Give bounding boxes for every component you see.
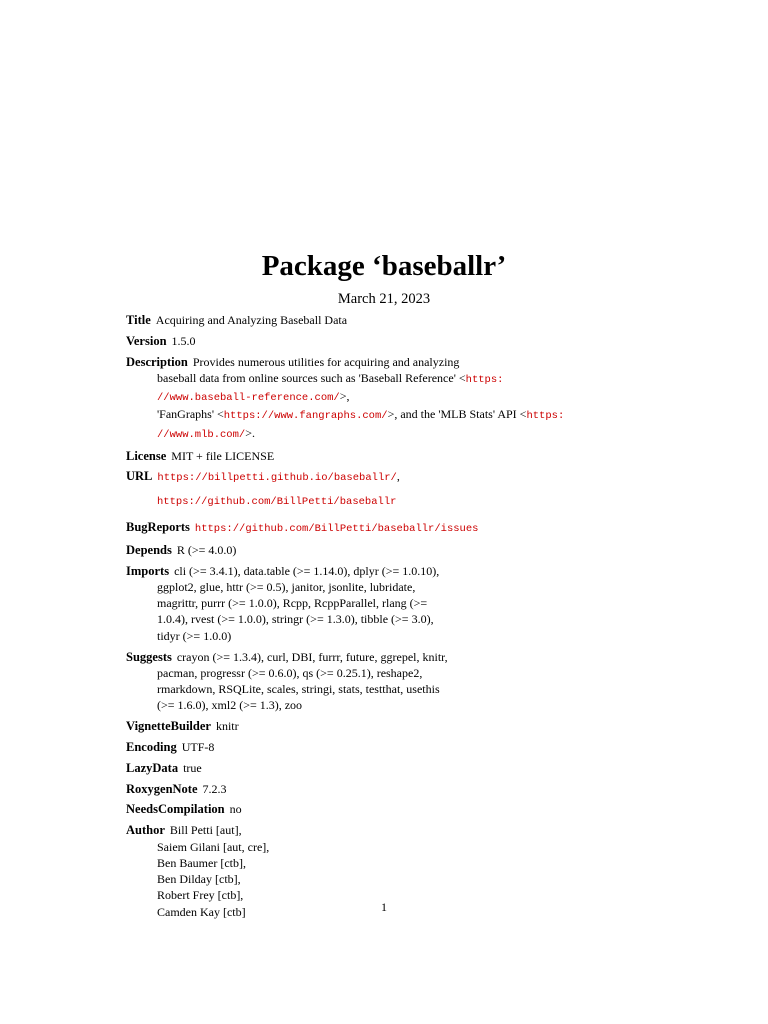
page-title: Package ‘baseballr’ <box>261 250 507 282</box>
field-suggests <box>126 649 646 714</box>
description-text: Provides numerous utilities for acquiring and analyzing <box>192 354 460 369</box>
imports-line: tidyr (>= 1.0.0) <box>157 628 232 643</box>
description-text: 'FanGraphs' < <box>157 407 224 422</box>
field-label: LazyData <box>126 760 179 775</box>
field-label: BugReports <box>126 519 190 534</box>
field-value: Acquiring and Analyzing Baseball Data <box>155 313 348 327</box>
baseball-reference-link[interactable]: //www.baseball-reference.com/ <box>157 392 340 405</box>
field-label: Version <box>126 333 167 348</box>
field-value: true <box>183 760 202 775</box>
author-line: Ben Baumer [ctb], <box>157 855 246 870</box>
suggests-line: (>= 1.6.0), xml2 (>= 1.3), zoo <box>157 698 303 713</box>
field-encoding <box>126 739 646 755</box>
field-roxygennote <box>126 781 646 797</box>
github-link[interactable]: https://github.com/BillPetti/baseballr <box>157 495 397 508</box>
description-fields <box>126 312 646 925</box>
description-text: >, and the 'MLB Stats' API < <box>387 407 527 422</box>
author-line: Saiem Gilani [aut, cre], <box>157 839 270 854</box>
field-label: Title <box>126 313 151 327</box>
description-text: >. <box>245 425 255 440</box>
bugreports-link[interactable]: https://github.com/BillPetti/baseballr/issues <box>194 522 479 535</box>
page-number: 1 <box>381 900 387 914</box>
field-label: Imports <box>126 563 170 578</box>
field-value: UTF-8 <box>181 740 215 755</box>
author-line: Ben Dilday [ctb], <box>157 872 241 887</box>
field-url <box>126 468 646 510</box>
field-version <box>126 333 646 349</box>
imports-line: magrittr, purrr (>= 1.0.0), Rcpp, RcppParallel, rlang (>= <box>157 596 428 611</box>
field-license <box>126 448 646 464</box>
field-label: Description <box>126 354 188 369</box>
field-value: knitr <box>215 719 239 734</box>
docs-link[interactable]: https://billpetti.github.io/baseballr/ <box>157 472 397 485</box>
field-lazydata <box>126 760 646 776</box>
field-label: Encoding <box>126 740 177 755</box>
field-bugreports <box>126 519 646 537</box>
field-value: 1.5.0 <box>171 333 196 348</box>
imports-line: cli (>= 3.4.1), data.table (>= 1.14.0), dplyr (>= 1.0.10), <box>174 563 440 578</box>
field-label: VignetteBuilder <box>126 719 211 734</box>
field-label: Suggests <box>126 649 172 664</box>
field-description <box>126 354 646 443</box>
mlb-link[interactable]: https: <box>526 410 565 423</box>
field-needscompilation <box>126 801 646 817</box>
author-line: Bill Petti [aut], <box>169 823 242 838</box>
mlb-link[interactable]: //www.mlb.com/ <box>157 428 246 441</box>
suggests-line: crayon (>= 1.3.4), curl, DBI, furrr, future, ggrepel, knitr, <box>176 649 448 664</box>
field-label: RoxygenNote <box>126 781 198 796</box>
field-depends <box>126 542 646 558</box>
author-line: Robert Frey [ctb], <box>157 888 244 903</box>
baseball-reference-link[interactable]: https: <box>465 373 504 386</box>
field-label: Author <box>126 823 165 838</box>
field-label: NeedsCompilation <box>126 802 225 817</box>
field-imports <box>126 563 646 644</box>
separator: , <box>396 469 400 484</box>
field-value: MIT + file LICENSE <box>171 448 275 463</box>
field-label: URL <box>126 469 153 484</box>
field-value: 7.2.3 <box>202 781 227 796</box>
field-vignettebuilder <box>126 718 646 734</box>
field-label: License <box>126 448 167 463</box>
description-text: >, <box>339 389 350 404</box>
imports-line: ggplot2, glue, httr (>= 0.5), janitor, jsonlite, lubridate, <box>157 579 416 594</box>
suggests-line: pacman, progressr (>= 0.6.0), qs (>= 0.25.1), reshape2, <box>157 665 423 680</box>
field-value: R (>= 4.0.0) <box>176 542 237 557</box>
field-value: no <box>229 802 242 817</box>
page-date: March 21, 2023 <box>337 291 431 307</box>
field-title <box>126 312 646 328</box>
author-line: Camden Kay [ctb] <box>157 904 246 919</box>
description-text: baseball data from online sources such as 'Baseball Reference' < <box>157 370 466 385</box>
field-label: Depends <box>126 542 172 557</box>
suggests-line: rmarkdown, RSQLite, scales, stringi, stats, testthat, usethis <box>157 682 440 697</box>
imports-line: 1.0.4), rvest (>= 1.0.0), stringr (>= 1.3.0), tibble (>= 3.0), <box>157 612 434 627</box>
fangraphs-link[interactable]: https://www.fangraphs.com/ <box>223 410 388 423</box>
